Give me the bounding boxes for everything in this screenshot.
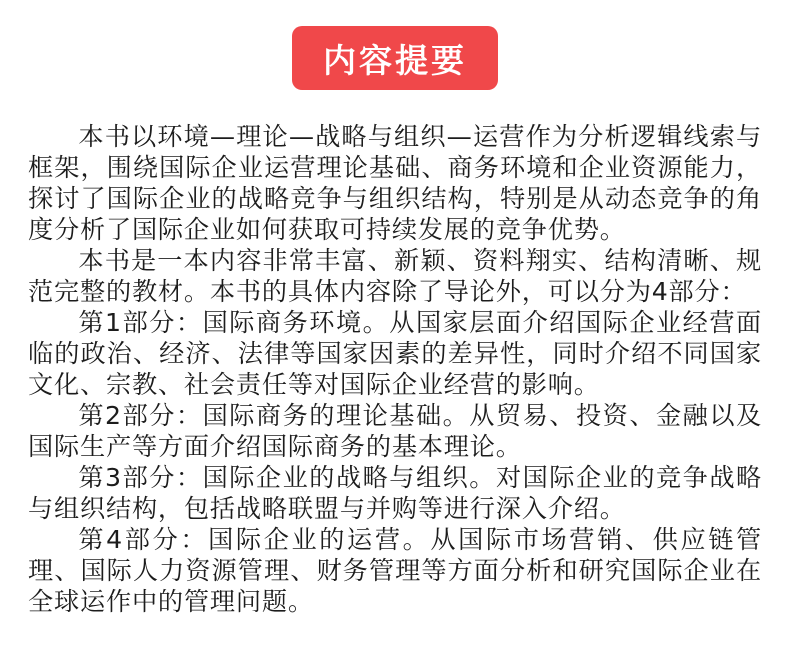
paragraph-part-2: 第2部分：国际商务的理论基础。从贸易、投资、金融以及国际生产等方面介绍国际商务的基本理论。 (28, 401, 762, 461)
paragraph-intro: 本书以环境—理论—战略与组织—运营作为分析逻辑线索与框架，围绕国际企业运营理论基础、商务环境和企业资源能力，探讨了国际企业的战略竞争与组织结构，特别是从动态竞争的角度分析了国际企业如何获取可持续发展的竞争优势。 (28, 122, 762, 244)
title-container (0, 26, 790, 90)
paragraph-part-4: 第4部分：国际企业的运营。从国际市场营销、供应链管理、国际人力资源管理、财务管理等方面分析和研究国际企业在全球运作中的管理问题。 (28, 525, 762, 616)
paragraph-overview: 本书是一本内容非常丰富、新颖、资料翔实、结构清晰、规范完整的教材。本书的具体内容除了导论外，可以分为4部分： (28, 246, 762, 306)
section-title-badge: 内容提要 (292, 26, 498, 90)
summary-content (28, 121, 762, 617)
paragraph-part-1: 第1部分：国际商务环境。从国家层面介绍国际企业经营面临的政治、经济、法律等国家因素的差异性，同时介绍不同国家文化、宗教、社会责任等对国际企业经营的影响。 (28, 308, 762, 399)
paragraph-part-3: 第3部分：国际企业的战略与组织。对国际企业的竞争战略与组织结构，包括战略联盟与并购等进行深入介绍。 (28, 463, 762, 523)
